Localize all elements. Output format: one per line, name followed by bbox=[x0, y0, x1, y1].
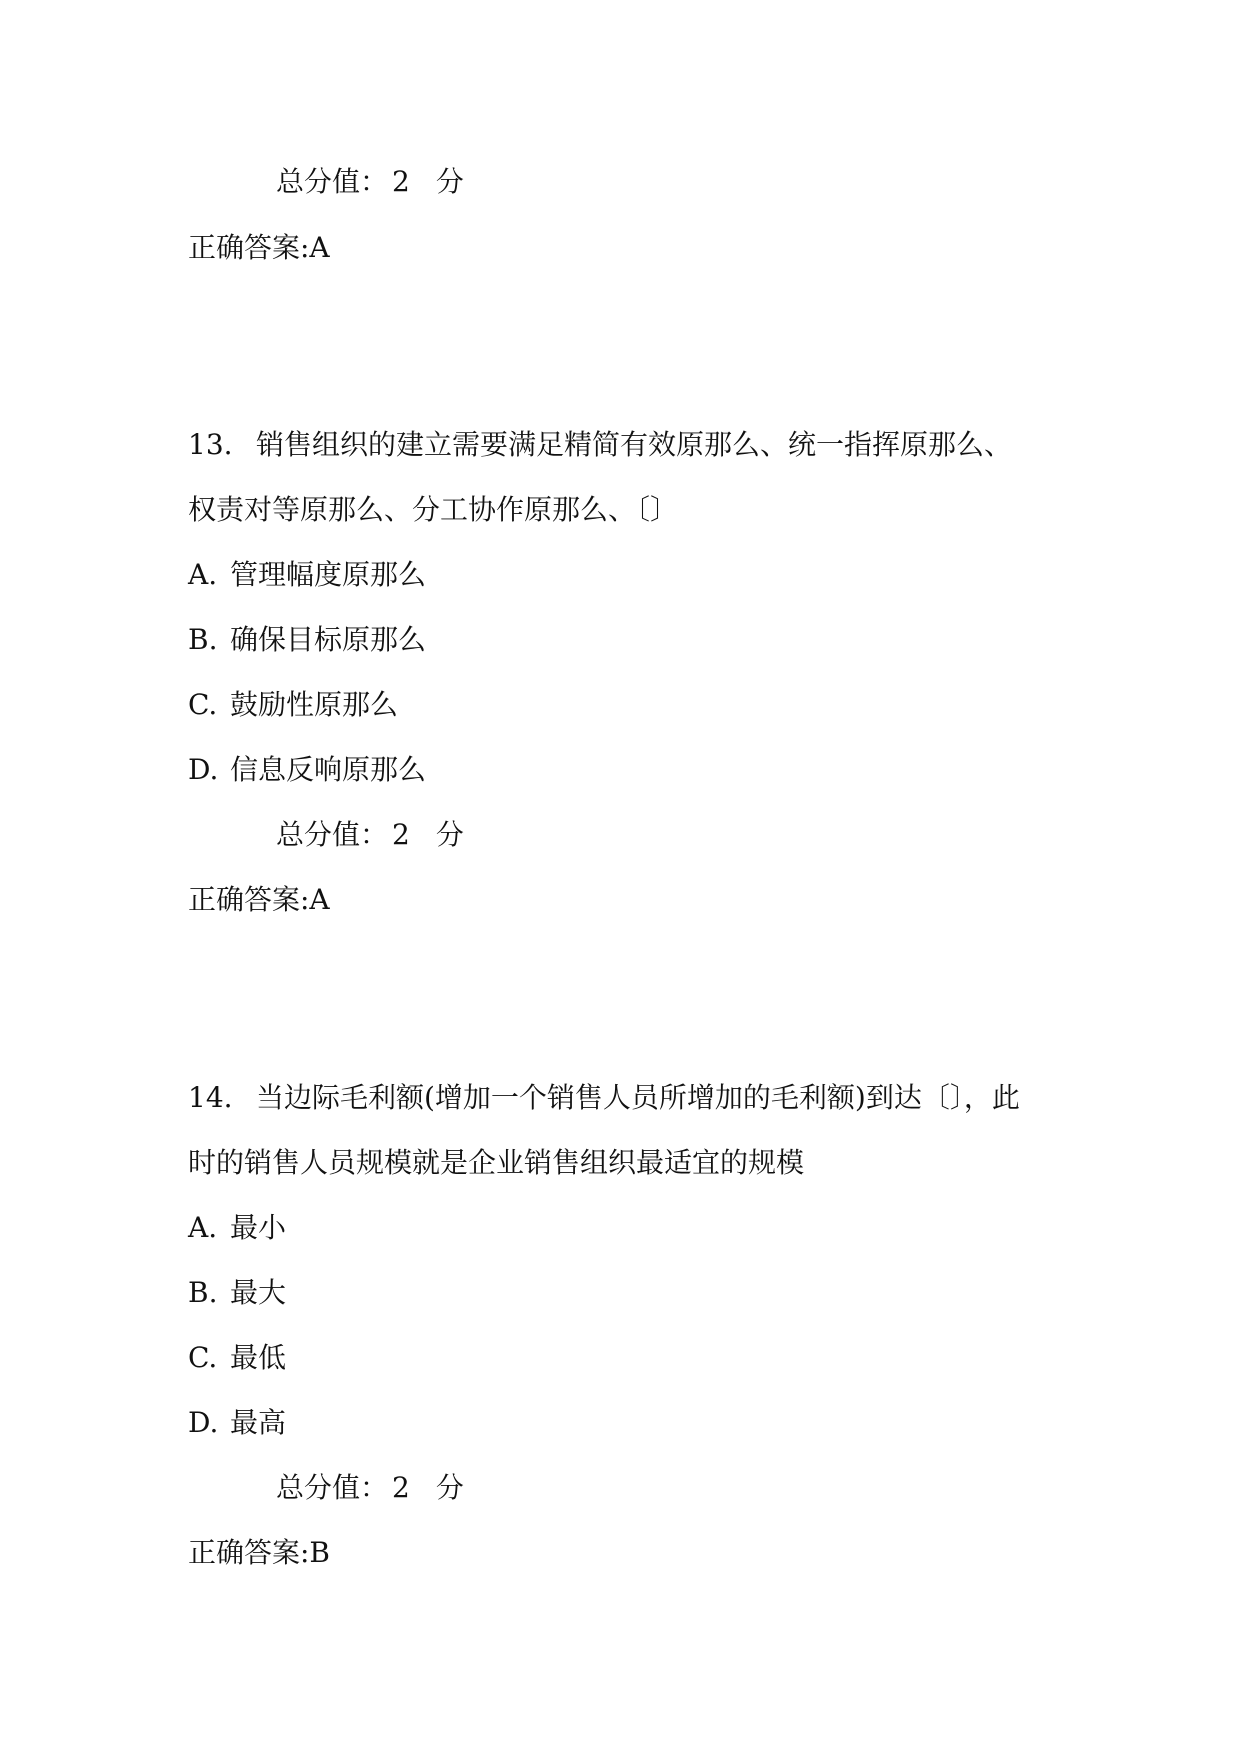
question-text-line bbox=[188, 1080, 1020, 1116]
option-text: 最高 bbox=[230, 1406, 287, 1439]
score-line bbox=[276, 164, 464, 200]
option-d bbox=[188, 752, 426, 788]
option-letter: D. bbox=[188, 1406, 219, 1439]
question-text: 当边际毛利额(增加一个销售人员所增加的毛利额)到达〔〕，此 bbox=[256, 1081, 1020, 1114]
correct-answer: 正确答案:A bbox=[188, 231, 330, 264]
question-number: 13. bbox=[188, 428, 233, 461]
score-label: 总分值： bbox=[276, 165, 389, 198]
score-value: 2 bbox=[392, 1471, 410, 1504]
score-unit: 分 bbox=[435, 1471, 464, 1504]
option-b bbox=[188, 1275, 286, 1311]
score-label: 总分值： bbox=[276, 1471, 389, 1504]
option-text: 最低 bbox=[230, 1341, 287, 1374]
option-a bbox=[188, 1210, 286, 1246]
option-letter: D. bbox=[188, 753, 219, 786]
score-line bbox=[276, 817, 464, 853]
option-letter: B. bbox=[188, 1276, 218, 1309]
option-text: 最大 bbox=[230, 1276, 287, 1309]
question-text-line: 权责对等原那么、分工协作原那么、〔〕 bbox=[188, 493, 679, 526]
score-line bbox=[276, 1470, 464, 1506]
option-text: 信息反响原那么 bbox=[230, 753, 427, 786]
score-unit: 分 bbox=[435, 165, 464, 198]
score-value: 2 bbox=[392, 818, 410, 851]
score-label: 总分值： bbox=[276, 818, 389, 851]
question-text: 销售组织的建立需要满足精简有效原那么、统一指挥原那么、 bbox=[256, 428, 1013, 461]
option-text: 确保目标原那么 bbox=[230, 623, 427, 656]
option-letter: C. bbox=[188, 688, 218, 721]
option-letter: B. bbox=[188, 623, 218, 656]
option-text: 管理幅度原那么 bbox=[230, 558, 427, 591]
question-text-line bbox=[188, 427, 1012, 463]
option-text: 最小 bbox=[230, 1211, 287, 1244]
score-value: 2 bbox=[392, 165, 410, 198]
correct-answer: 正确答案:B bbox=[188, 1536, 331, 1569]
score-unit: 分 bbox=[435, 818, 464, 851]
option-a bbox=[188, 557, 426, 593]
option-letter: A. bbox=[188, 1211, 218, 1244]
option-letter: C. bbox=[188, 1341, 218, 1374]
option-letter: A. bbox=[188, 558, 218, 591]
option-b bbox=[188, 622, 426, 658]
option-d bbox=[188, 1405, 286, 1441]
correct-answer: 正确答案:A bbox=[188, 883, 330, 916]
option-c bbox=[188, 1340, 286, 1376]
question-number: 14. bbox=[188, 1081, 233, 1114]
option-c bbox=[188, 687, 398, 723]
option-text: 鼓励性原那么 bbox=[230, 688, 399, 721]
question-text-line: 时的销售人员规模就是企业销售组织最适宜的规模 bbox=[188, 1146, 805, 1179]
